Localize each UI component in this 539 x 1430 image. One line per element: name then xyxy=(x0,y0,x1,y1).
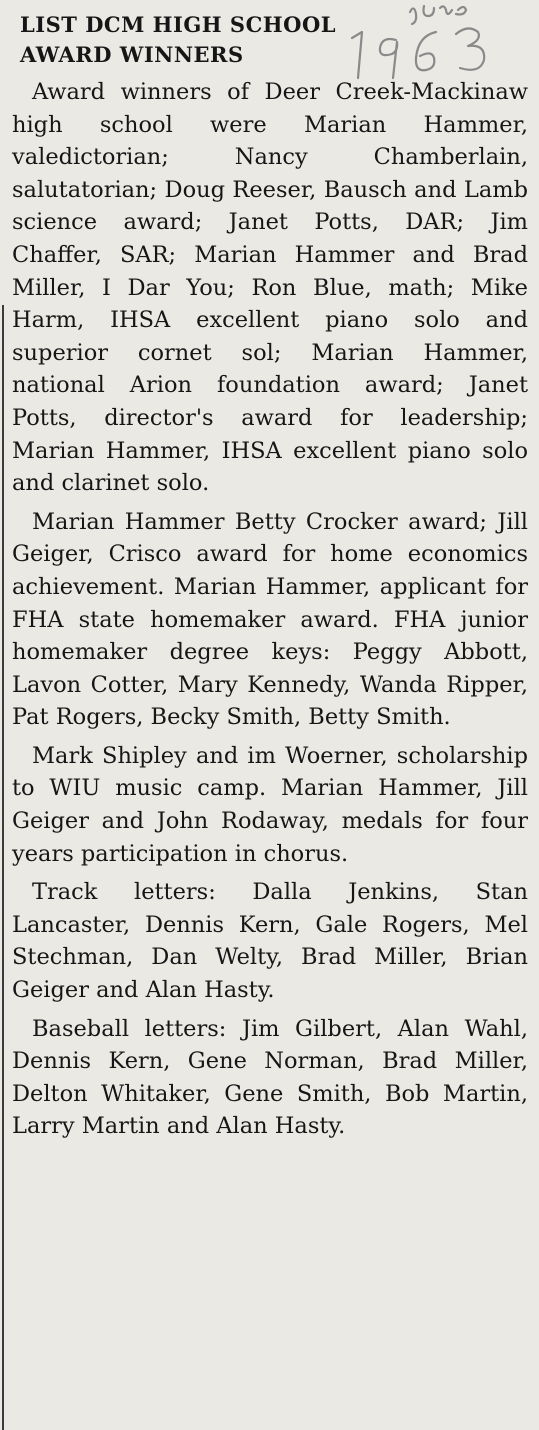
paragraph-track-letters: Track letters: Dalla Jenkins, Stan Lancaster, Dennis Kern, Gale Rogers, Mel Stechman, Dan Welty, Brad Miller, Brian Geiger and Alan Hasty. xyxy=(12,879,528,1004)
paragraph-music: Mark Shipley and im Woerner, scholarship to WIU music camp. Marian Hammer, Jill Geiger and John Rodaway, medals for four years participation in chorus. xyxy=(12,742,528,867)
paragraph-awards: Award winners of Deer Creek-Mackinaw high school were Marian Hammer, valedictorian; Nancy Chamberlain, salutatorian; Doug Reeser, Bausch and Lamb science award; Janet Potts, DAR; Jim Chaffer, SAR; Marian Hammer and Brad Miller, I Dar You; Ron Blue, math; Mike Harm, IHSA excellent piano solo and superior cornet sol; Marian Hammer, national Arion foundation award; Janet Potts, director's award for leadership; Marian Hammer, IHSA excellent piano solo and clarinet solo. xyxy=(12,79,528,497)
paragraph-baseball-letters: Baseball letters: Jim Gilbert, Alan Wahl, Dennis Kern, Gene Norman, Brad Miller, Delton Whitaker, Gene Smith, Bob Martin, Larry Martin and Alan Hasty. xyxy=(12,1015,528,1140)
headline-line-1: LIST DCM HIGH SCHOOL xyxy=(20,12,336,37)
headline-line-2: AWARD WINNERS xyxy=(20,42,244,67)
column-rule xyxy=(2,305,4,1430)
headline xyxy=(20,10,520,70)
paragraph-home-economics: Marian Hammer Betty Crocker award; Jill Geiger, Crisco award for home economics achievement. Marian Hammer, applicant for FHA state homemaker award. FHA junior homemaker degree keys: Peggy Abbott, Lavon Cotter, Mary Kennedy, Wanda Ripper, Pat Rogers, Becky Smith, Betty Smith. xyxy=(12,508,528,731)
article-body xyxy=(12,76,528,1149)
